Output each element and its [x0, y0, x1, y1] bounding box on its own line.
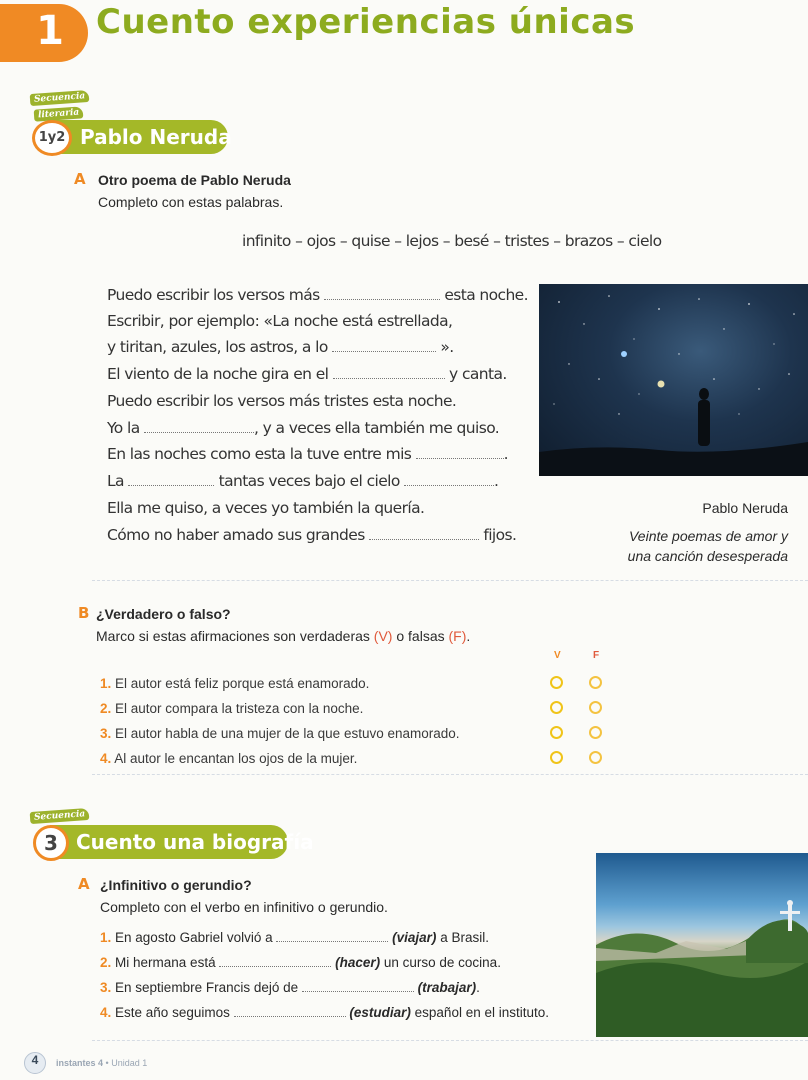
unit-title: Cuento experiencias únicas [96, 2, 636, 42]
blank-field[interactable] [369, 527, 479, 540]
section-number: 3 [33, 825, 69, 861]
poem-source-line1: Veinte poemas de amor y [628, 528, 788, 544]
column-f: F [593, 650, 600, 661]
poem-line: Escribir, por ejemplo: «La noche está estrellada, [107, 312, 453, 330]
divider [92, 1040, 808, 1041]
poem-line: La tantas veces bajo el cielo . [107, 472, 499, 490]
blank-field[interactable] [234, 1004, 346, 1017]
tf-item: 4. Al autor le encantan los ojos de la mujer. [100, 751, 358, 766]
rio-illustration [596, 853, 808, 1037]
false-radio[interactable] [589, 676, 602, 689]
activity-instruction: Marco si estas afirmaciones son verdaderas (V) o falsas (F). [96, 628, 471, 644]
column-v: V [554, 650, 561, 661]
unit-number: 1 [36, 8, 64, 54]
divider [92, 774, 808, 775]
poem-line: y tiritan, azules, los astros, a lo ». [107, 338, 454, 356]
blank-field[interactable] [324, 287, 440, 300]
blank-field[interactable] [144, 420, 254, 433]
true-radio[interactable] [550, 751, 563, 764]
poem-author: Pablo Neruda [702, 500, 788, 516]
tf-item: 3. El autor habla de una mujer de la que estuvo enamorado. [100, 726, 460, 741]
true-radio[interactable] [550, 701, 563, 714]
poem-line: Cómo no haber amado sus grandes fijos. [107, 526, 517, 544]
divider [92, 580, 808, 581]
blank-field[interactable] [219, 954, 331, 967]
true-radio[interactable] [550, 726, 563, 739]
false-radio[interactable] [589, 726, 602, 739]
poem-line: Puedo escribir los versos más tristes esta noche. [107, 392, 457, 410]
activity-title: ¿Infinitivo o gerundio? [100, 877, 252, 893]
activity-letter: A [74, 170, 86, 188]
poem-line: Yo la , y a veces ella también me quiso. [107, 419, 500, 437]
poem-line: Ella me quiso, a veces yo también la quería. [107, 499, 425, 517]
activity-instruction: Completo con el verbo en infinitivo o gerundio. [100, 899, 388, 915]
true-radio[interactable] [550, 676, 563, 689]
activity-letter: B [78, 604, 90, 622]
night-sky-illustration [539, 284, 808, 476]
poem-source-line2: una canción desesperada [627, 548, 788, 564]
section-title: Cuento una biografía [76, 830, 314, 854]
tf-item: 1. El autor está feliz porque está enamorado. [100, 676, 370, 691]
sequence-tag: Secuencia [30, 808, 90, 824]
tf-item: 2. El autor compara la tristeza con la noche. [100, 701, 364, 716]
section-number: 1y2 [32, 120, 72, 156]
blank-field[interactable] [416, 446, 504, 459]
night-sky-photo [539, 284, 808, 476]
sequence-tag-sub: literaria [34, 106, 84, 121]
exercise-item: 3. En septiembre Francis dejó de (trabajar). [100, 980, 480, 995]
poem-line: Puedo escribir los versos más esta noche. [107, 286, 528, 304]
blank-field[interactable] [302, 979, 414, 992]
exercise-item: 4. Este año seguimos (estudiar) español en el instituto. [100, 1005, 549, 1020]
rio-photo [596, 853, 808, 1037]
section-title: Pablo Neruda [80, 125, 232, 149]
blank-field[interactable] [276, 929, 388, 942]
blank-field[interactable] [332, 339, 436, 352]
blank-field[interactable] [128, 473, 214, 486]
exercise-item: 1. En agosto Gabriel volvió a (viajar) a Brasil. [100, 930, 489, 945]
book-title: instantes 4 • Unidad 1 [56, 1058, 148, 1068]
word-bank: infinito – ojos – quise – lejos – besé – tristes – brazos – cielo [242, 232, 662, 250]
poem-line: En las noches como esta la tuve entre mis . [107, 445, 508, 463]
false-radio[interactable] [589, 751, 602, 764]
page-number: 4 [24, 1052, 46, 1074]
exercise-item: 2. Mi hermana está (hacer) un curso de cocina. [100, 955, 501, 970]
false-radio[interactable] [589, 701, 602, 714]
activity-title: ¿Verdadero o falso? [96, 606, 231, 622]
poem-line: El viento de la noche gira en el y canta. [107, 365, 507, 383]
activity-title: Otro poema de Pablo Neruda [98, 172, 291, 188]
blank-field[interactable] [333, 366, 445, 379]
blank-field[interactable] [404, 473, 494, 486]
activity-letter: A [78, 875, 90, 893]
activity-instruction: Completo con estas palabras. [98, 194, 284, 210]
sequence-tag: Secuencia [30, 90, 90, 106]
